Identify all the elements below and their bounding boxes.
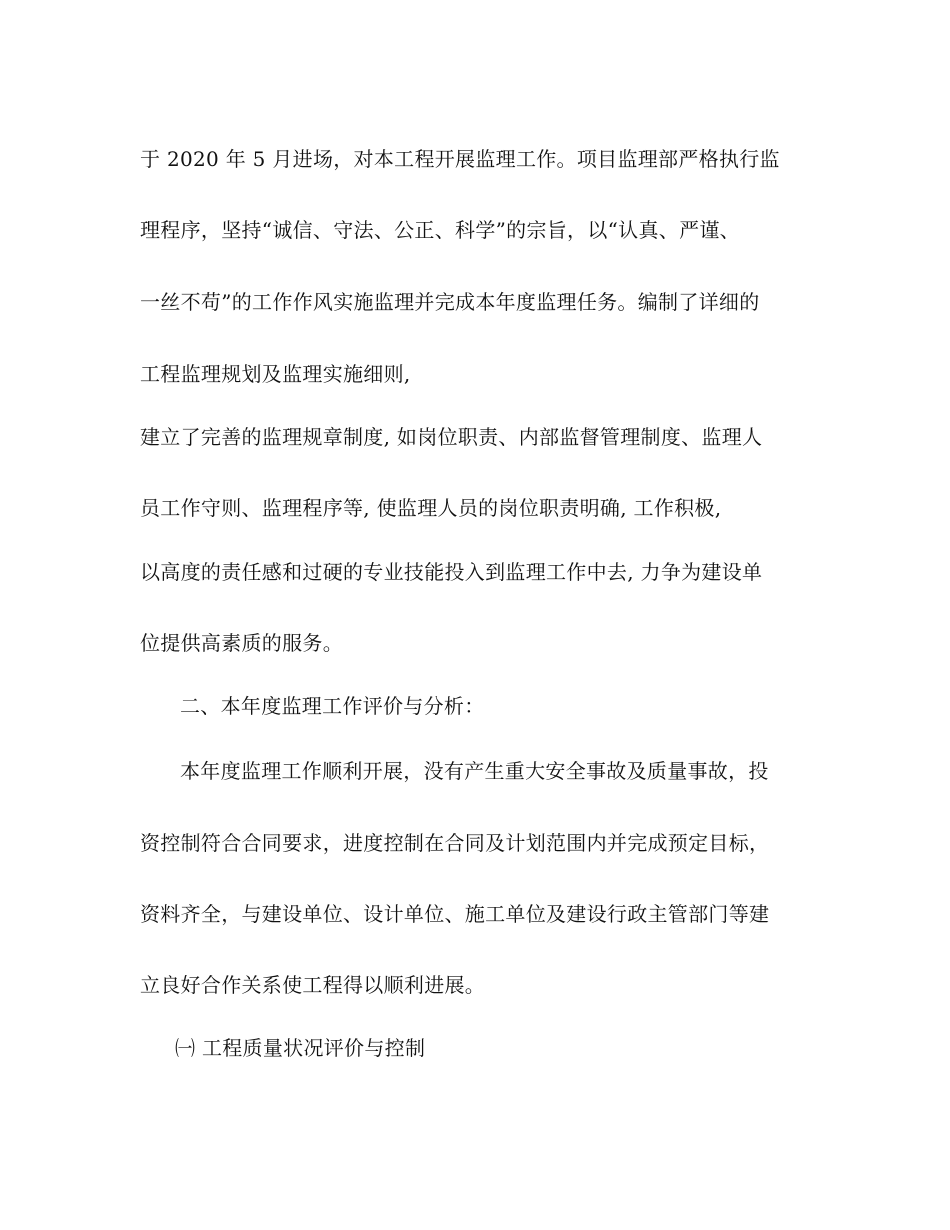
paragraph-line-12: 立良好合作关系使工程得以顺利进展。 xyxy=(140,973,486,997)
paragraph-line-6: 员工作守则、监理程序等, 使监理人员的岗位职责明确, 工作积极, xyxy=(140,496,722,520)
paragraph-line-7: 以高度的责任感和过硬的专业技能投入到监理工作中去, 力争为建设单 xyxy=(140,560,763,584)
subsection-heading-1: ㈠ 工程质量状况评价与控制 xyxy=(175,1036,426,1060)
paragraph-line-9: 本年度监理工作顺利开展，没有产生重大安全事故及质量事故，投 xyxy=(180,759,769,783)
paragraph-line-8: 位提供高素质的服务。 xyxy=(140,631,343,655)
section-heading-2: 二、本年度监理工作评价与分析： xyxy=(180,694,485,718)
paragraph-line-1: 于 2020 年 5 月进场，对本工程开展监理工作。项目监理部严格执行监 xyxy=(140,147,780,171)
paragraph-line-2: 理程序，坚持“诚信、守法、公正、科学”的宗旨，以“认真、严谨、 xyxy=(140,218,740,242)
paragraph-line-4: 工程监理规划及监理实施细则, xyxy=(140,362,411,386)
paragraph-line-5: 建立了完善的监理规章制度, 如岗位职责、内部监督管理制度、监理人 xyxy=(140,425,763,449)
paragraph-line-11: 资料齐全，与建设单位、设计单位、施工单位及建设行政主管部门等建 xyxy=(140,902,770,926)
paragraph-line-10: 资控制符合合同要求，进度控制在合同及计划范围内并完成预定目标， xyxy=(140,831,770,855)
paragraph-line-3: 一丝不苟”的工作作风实施监理并完成本年度监理任务。编制了详细的 xyxy=(140,290,760,314)
